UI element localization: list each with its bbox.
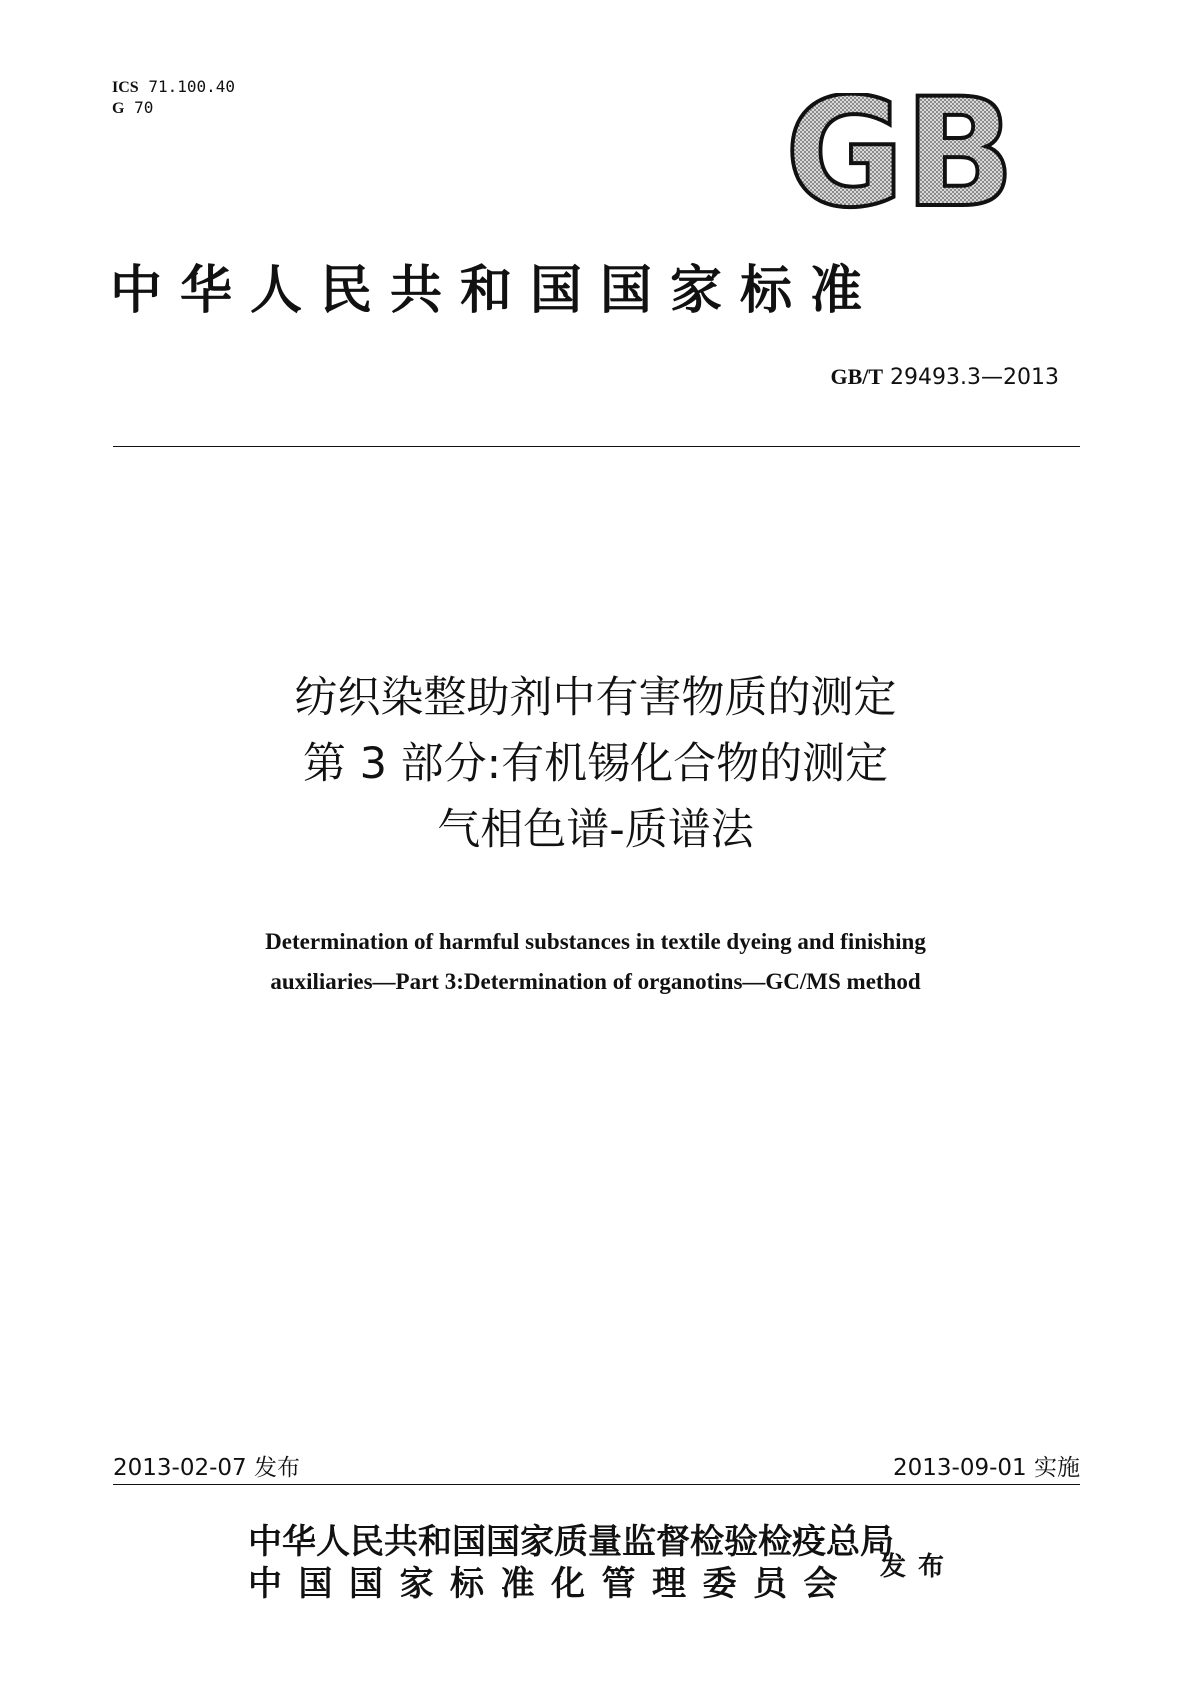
issue-date: 2013-02-07 发布 <box>113 1455 300 1481</box>
classification-codes <box>112 77 235 119</box>
issuing-authorities <box>248 1521 894 1605</box>
chinese-title-line-3: 气相色谱-质谱法 <box>437 805 754 855</box>
english-title-line-1: Determination of harmful substances in textile dyeing and finishing <box>265 929 926 954</box>
ccs-code: G 70 <box>112 98 154 117</box>
chinese-title-line-1: 纺织染整助剂中有害物质的测定 <box>294 673 897 723</box>
ics-code: ICS 71.100.40 <box>112 77 236 96</box>
chinese-title-line-2: 第 3 部分:有机锡化合物的测定 <box>302 739 889 789</box>
issuer-line-1: 中华人民共和国国家质量监督检验检疫总局 <box>248 1522 894 1562</box>
top-divider <box>113 446 1080 447</box>
publish-label: 发布 <box>880 1552 957 1582</box>
standard-number: GB/T 29493.3—2013 <box>830 364 1059 390</box>
bottom-divider <box>113 1484 1080 1485</box>
implementation-date: 2013-09-01 实施 <box>893 1455 1080 1481</box>
english-title <box>0 922 1191 1002</box>
gb-logo <box>782 93 1018 213</box>
national-standard-heading: 中华人民共和国国家标准 <box>110 260 881 321</box>
gb-logo-lettering: GB <box>785 93 1015 213</box>
chinese-title <box>0 665 1191 863</box>
issuer-line-2: 中国国家标准化管理委员会 <box>248 1564 854 1604</box>
english-title-line-2: auxiliaries—Part 3:Determination of organotins—GC/MS method <box>270 969 921 994</box>
